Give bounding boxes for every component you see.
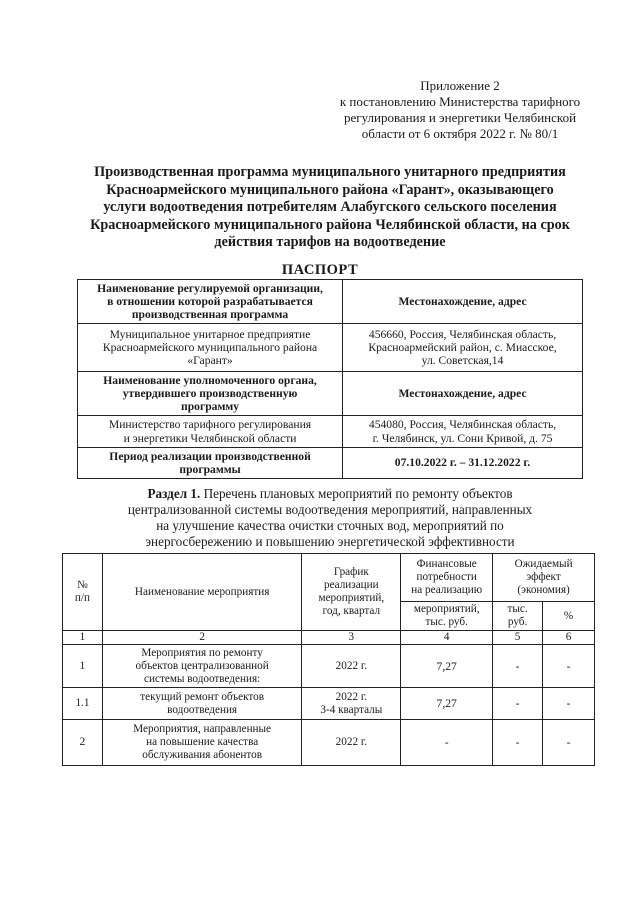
cell-line: на повышение качества bbox=[146, 736, 259, 748]
col-header-schedule bbox=[302, 554, 401, 631]
col-header-finance bbox=[401, 554, 493, 602]
cell-line: Муниципальное унитарное предприятие bbox=[109, 327, 311, 341]
appendix-header bbox=[300, 78, 620, 142]
col-header-effect-pct: % bbox=[543, 602, 595, 631]
passport-header-address: Местонахождение, адрес bbox=[343, 280, 583, 324]
row-effect-pct: - bbox=[543, 688, 595, 720]
cell-line: 456660, Россия, Челябинская область, bbox=[368, 327, 557, 341]
section-line: централизованной системы водоотведения мероприятий, направленных bbox=[127, 502, 533, 517]
table-header-row bbox=[63, 554, 595, 602]
period-value-cell: 07.10.2022 г. – 31.12.2022 г. bbox=[343, 448, 583, 479]
section-line: энергосбережению и повышению энергетической эффективности bbox=[145, 534, 515, 549]
row-effect-rub: - bbox=[493, 688, 543, 720]
cell-line: Финансовые bbox=[416, 558, 477, 570]
row-name bbox=[102, 688, 302, 720]
passport-header-org bbox=[78, 280, 343, 324]
cell-line: Красноармейский район, с. Миасское, bbox=[368, 340, 557, 354]
section-line bbox=[70, 486, 590, 502]
passport-table bbox=[77, 279, 583, 479]
section-text: Перечень плановых мероприятий по ремонту объектов bbox=[200, 486, 513, 501]
passport-header-authority bbox=[78, 372, 343, 416]
row-schedule: 2022 г. bbox=[302, 720, 401, 766]
cell-line: Министерство тарифного регулирования bbox=[108, 418, 312, 432]
index-cell: 1 bbox=[63, 631, 103, 645]
row-num: 1 bbox=[63, 645, 103, 688]
measures-table bbox=[62, 553, 595, 766]
org-address-cell bbox=[343, 324, 583, 372]
passport-header-address-2: Местонахождение, адрес bbox=[343, 372, 583, 416]
col-header-effect-rub bbox=[493, 602, 543, 631]
passport-heading: ПАСПОРТ bbox=[281, 262, 359, 278]
index-cell: 5 bbox=[493, 631, 543, 645]
cell-line: программы bbox=[179, 463, 241, 476]
table-row bbox=[63, 720, 595, 766]
cell-line: Ожидаемый bbox=[514, 558, 573, 570]
org-name-cell bbox=[78, 324, 343, 372]
cell-line: (экономия) bbox=[517, 584, 570, 596]
cell-line: реализации bbox=[323, 579, 379, 591]
cell-line: и энергетики Челябинской области bbox=[123, 431, 297, 445]
table-row bbox=[78, 280, 583, 324]
appendix-line: области от 6 октября 2022 г. № 80/1 bbox=[361, 126, 559, 141]
row-effect-pct: - bbox=[543, 720, 595, 766]
cell-line: объектов централизованной bbox=[135, 659, 269, 672]
table-row bbox=[78, 448, 583, 479]
row-effect-rub: - bbox=[493, 720, 543, 766]
cell-line: мероприятий, bbox=[318, 592, 385, 604]
cell-line: водоотведения bbox=[167, 703, 238, 716]
cell-line: График bbox=[333, 566, 369, 578]
cell-line: 2022 г. bbox=[335, 690, 367, 703]
cell-line: год, квартал bbox=[322, 605, 381, 617]
row-finance: 7,27 bbox=[401, 688, 493, 720]
row-finance: 7,27 bbox=[401, 645, 493, 688]
section-1-heading bbox=[70, 486, 590, 550]
cell-line: тыс. руб. bbox=[425, 616, 468, 628]
index-cell: 4 bbox=[401, 631, 493, 645]
cell-line: 3-4 кварталы bbox=[320, 703, 383, 716]
document-title bbox=[62, 164, 598, 252]
cell-line: Период реализации производственной bbox=[109, 449, 311, 463]
appendix-line: к постановлению Министерства тарифного bbox=[339, 94, 581, 109]
cell-line: в отношении которой разрабатывается bbox=[107, 294, 313, 308]
cell-line: тыс. bbox=[507, 603, 528, 615]
col-header-num bbox=[63, 554, 103, 631]
section-label: Раздел 1. bbox=[147, 486, 201, 501]
row-num: 1.1 bbox=[63, 688, 103, 720]
cell-line: программу bbox=[181, 400, 240, 414]
title-line: Производственная программа муниципального унитарного предприятия bbox=[94, 164, 566, 180]
table-row bbox=[78, 416, 583, 448]
cell-line: Мероприятия, направленные bbox=[133, 723, 272, 735]
cell-line: обслуживания абонентов bbox=[142, 749, 263, 761]
row-name bbox=[102, 720, 302, 766]
row-name bbox=[102, 645, 302, 688]
appendix-line: регулирования и энергетики Челябинской bbox=[343, 110, 577, 125]
cell-line: 454080, Россия, Челябинская область, bbox=[368, 418, 557, 432]
index-cell: 2 bbox=[102, 631, 302, 645]
col-header-effect bbox=[493, 554, 595, 602]
cell-line: на реализацию bbox=[411, 584, 483, 596]
table-row bbox=[78, 324, 583, 372]
table-row bbox=[63, 688, 595, 720]
title-line: Красноармейского муниципального района Челябинской области, на срок bbox=[90, 216, 570, 233]
section-line: на улучшение качества очистки сточных вод, мероприятий по bbox=[156, 518, 504, 533]
cell-line: системы водоотведения: bbox=[144, 672, 261, 685]
cell-line: п/п bbox=[74, 592, 90, 604]
cell-line: Наименование уполномоченного органа, bbox=[103, 373, 317, 387]
cell-line: текущий ремонт объектов bbox=[140, 690, 264, 703]
title-line: Красноармейского муниципального района «Гарант», оказывающего bbox=[106, 181, 554, 198]
cell-line: «Гарант» bbox=[187, 354, 233, 368]
table-row bbox=[78, 372, 583, 416]
cell-line: производственная программа bbox=[131, 308, 289, 322]
authority-address-cell bbox=[343, 416, 583, 448]
row-schedule: 2022 г. bbox=[302, 645, 401, 688]
row-effect-rub: - bbox=[493, 645, 543, 688]
row-schedule bbox=[302, 688, 401, 720]
table-index-row bbox=[63, 631, 595, 645]
index-cell: 3 bbox=[302, 631, 401, 645]
cell-line: Красноармейского муниципального района bbox=[102, 340, 318, 354]
cell-line: руб. bbox=[507, 616, 528, 628]
cell-line: № bbox=[77, 579, 88, 591]
period-label-cell bbox=[78, 448, 343, 479]
cell-line: Мероприятия по ремонту bbox=[141, 646, 263, 659]
cell-line: потребности bbox=[416, 571, 477, 583]
row-num: 2 bbox=[63, 720, 103, 766]
cell-line: мероприятий, bbox=[413, 603, 480, 615]
col-header-finance-sub bbox=[401, 602, 493, 631]
col-header-name: Наименование мероприятия bbox=[102, 554, 302, 631]
cell-line: ул. Советская,14 bbox=[421, 354, 504, 368]
title-line: действия тарифов на водоотведение bbox=[214, 234, 446, 250]
index-cell: 6 bbox=[543, 631, 595, 645]
appendix-line: Приложение 2 bbox=[420, 78, 500, 93]
title-line: услуги водоотведения потребителям Алабугского сельского поселения bbox=[103, 199, 557, 215]
row-effect-pct: - bbox=[543, 645, 595, 688]
cell-line: Наименование регулируемой организации, bbox=[97, 281, 323, 295]
cell-line: эффект bbox=[526, 571, 561, 583]
authority-name-cell bbox=[78, 416, 343, 448]
row-finance: - bbox=[401, 720, 493, 766]
cell-line: г. Челябинск, ул. Сони Кривой, д. 75 bbox=[372, 431, 553, 445]
table-row bbox=[63, 645, 595, 688]
cell-line: утвердившего производственную bbox=[122, 386, 298, 400]
